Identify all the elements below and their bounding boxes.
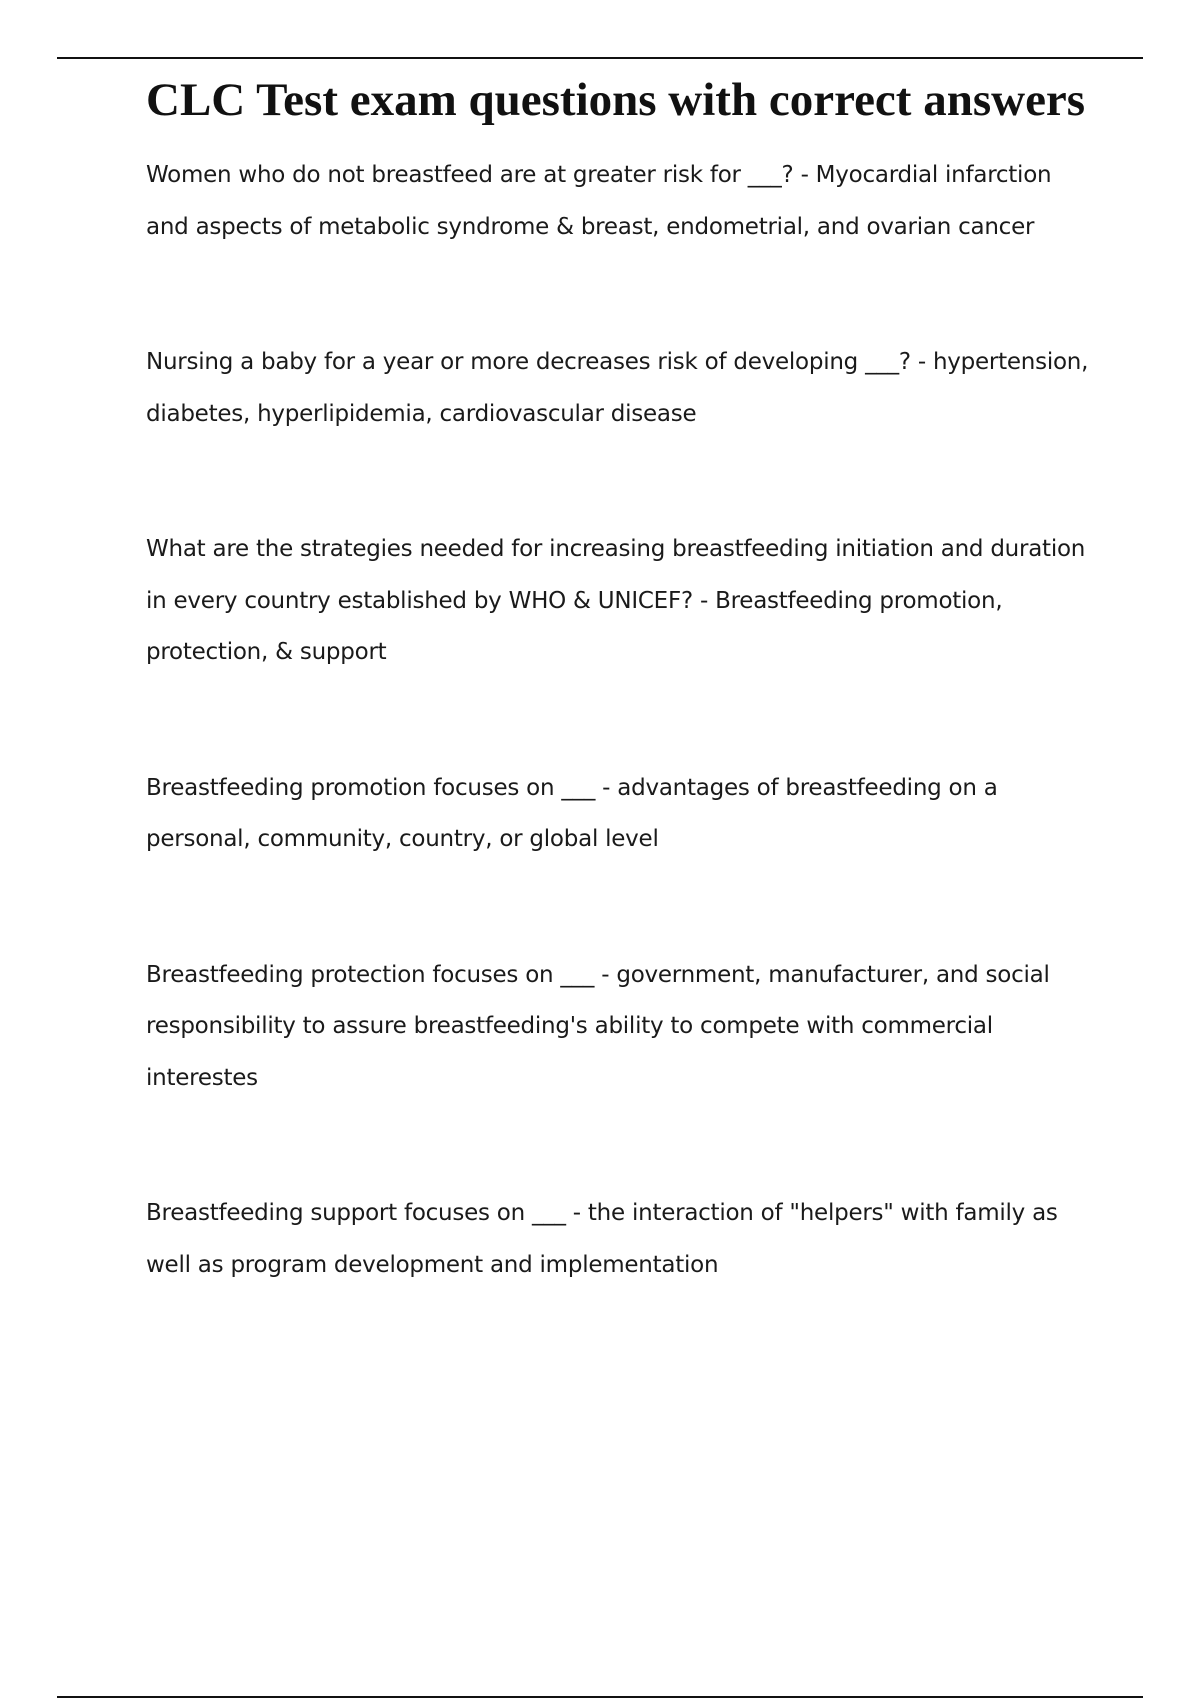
qa-item-3: What are the strategies needed for increasing breastfeeding initiation and duration in every country established by WHO & UNICEF? - Breastfeeding promotion, protection, & support [146,536,1086,665]
qa-item-6: Breastfeeding support focuses on ___ - the interaction of "helpers" with family as well as program development and implementation [146,1200,1058,1278]
bottom-rule [57,1696,1143,1698]
top-rule [57,57,1143,59]
document-title: CLC Test exam questions with correct answers [146,74,1086,126]
qa-item-1: Women who do not breastfeed are at greater risk for ___? - Myocardial infarction and aspects of metabolic syndrome & breast, endometrial, and ovarian cancer [146,162,1052,240]
qa-item-5: Breastfeeding protection focuses on ___ - government, manufacturer, and social responsibility to assure breastfeeding's ability to compete with commercial interestes [146,961,1050,1091]
qa-item-4: Breastfeeding promotion focuses on ___ - advantages of breastfeeding on a personal, community, country, or global level [146,774,998,852]
document-body [146,72,1096,1375]
qa-item-2: Nursing a baby for a year or more decreases risk of developing ___? - hypertension, diabetes, hyperlipidemia, cardiovascular disease [146,349,1089,427]
